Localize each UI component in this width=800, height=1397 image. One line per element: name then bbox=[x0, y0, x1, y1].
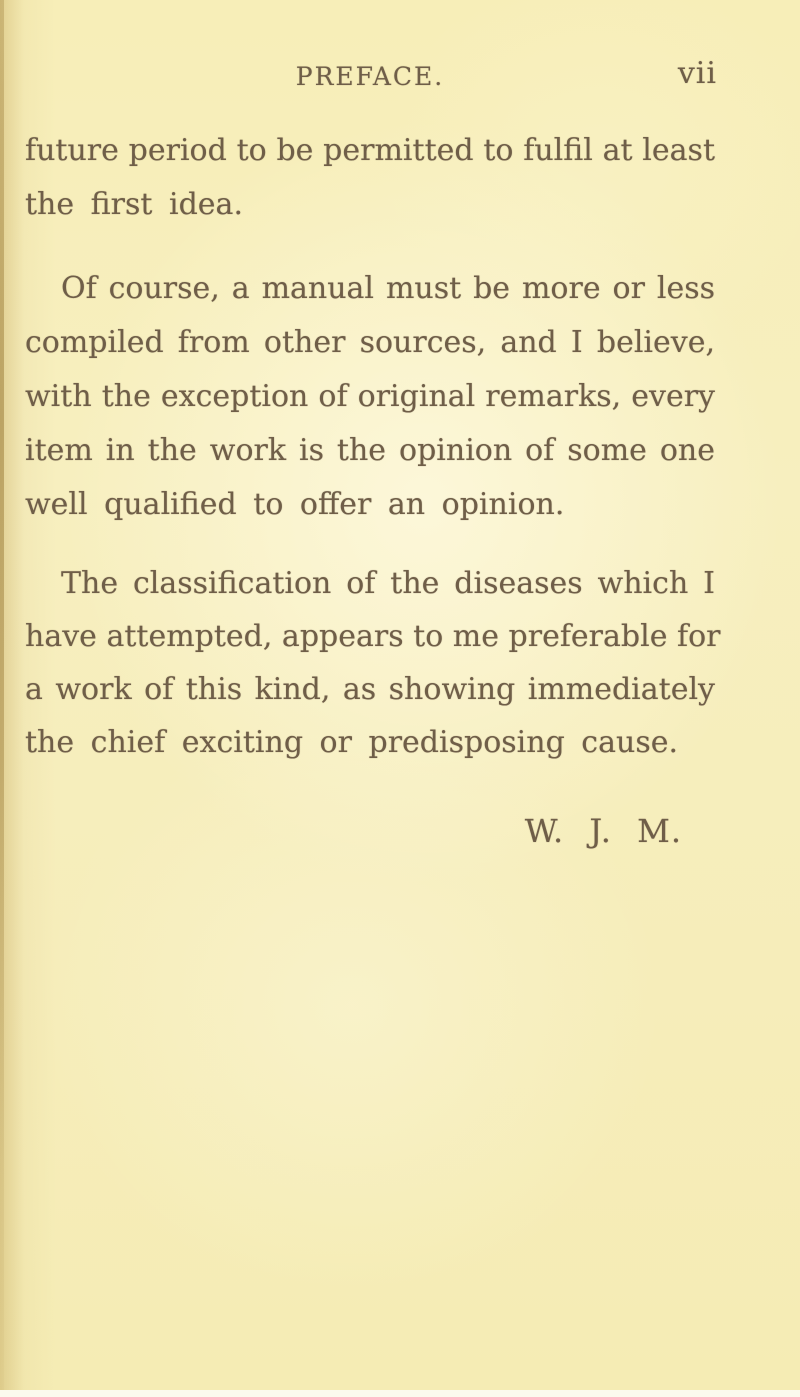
text-line: compiled from other sources, and I believe, bbox=[25, 325, 715, 360]
text-line: have attempted, appears to me preferable for bbox=[25, 619, 721, 654]
page-number: vii bbox=[677, 56, 717, 91]
text-line: the first idea. bbox=[25, 187, 243, 222]
scanner-edge-strip bbox=[0, 1390, 800, 1397]
author-initials: W. J. M. bbox=[524, 812, 682, 850]
text-line: Of course, a manual must be more or less bbox=[61, 271, 715, 306]
paragraph-continuation bbox=[25, 124, 715, 232]
paragraph-compiled-sources bbox=[25, 262, 715, 532]
page-edge-shadow bbox=[0, 0, 4, 1390]
text-line: item in the work is the opinion of some one bbox=[25, 433, 715, 468]
page-title: PREFACE. bbox=[295, 62, 445, 91]
running-header bbox=[25, 56, 715, 92]
text-line: with the exception of original remarks, every bbox=[25, 379, 715, 414]
text-line: a work of this kind, as showing immediately bbox=[25, 672, 715, 707]
paragraph-classification bbox=[25, 557, 721, 769]
text-line: The classification of the diseases which I bbox=[61, 566, 715, 601]
text-line: well qualified to offer an opinion. bbox=[25, 487, 565, 522]
text-line: the chief exciting or predisposing cause. bbox=[25, 725, 679, 760]
text-line: future period to be permitted to fulfil at least bbox=[25, 133, 715, 168]
